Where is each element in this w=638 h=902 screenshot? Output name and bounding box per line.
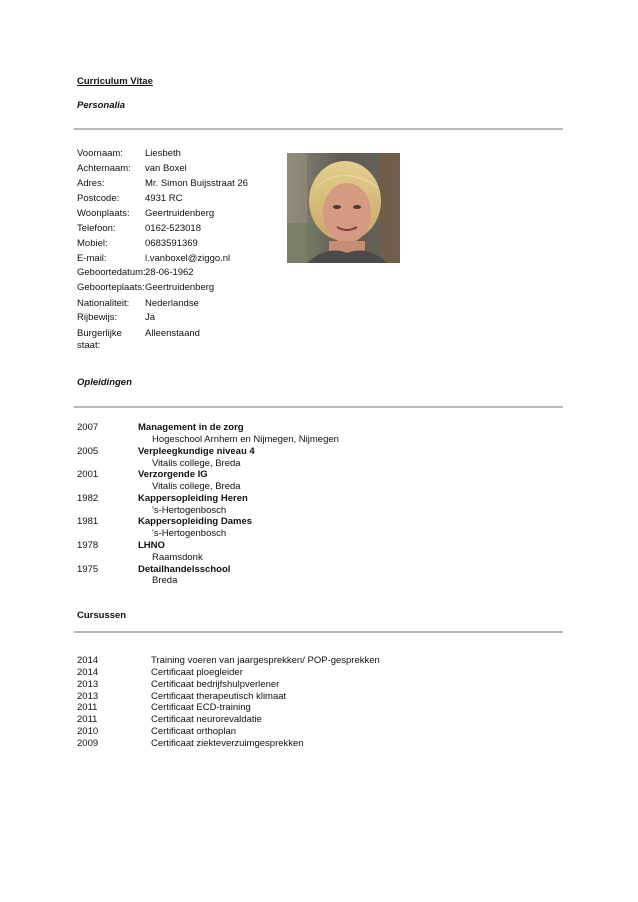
course-name: Certificaat ploegleider <box>151 667 243 678</box>
personalia-label: Mobiel: <box>77 238 108 249</box>
portrait-photo <box>287 153 400 263</box>
education-year: 2001 <box>77 469 99 480</box>
education-institution: Breda <box>152 575 178 586</box>
course-name: Certificaat neurorevaldatie <box>151 714 262 725</box>
education-degree: Detailhandelsschool <box>138 564 231 575</box>
personalia-label: Geboorteplaats: <box>77 282 145 293</box>
personalia-label: E-mail: <box>77 253 107 264</box>
document-title: Curriculum Vitae <box>77 76 153 87</box>
personalia-label: Burgerlijke <box>77 328 122 339</box>
course-name: Certificaat ziekteverzuimgesprekken <box>151 738 304 749</box>
education-institution: Vitalis college, Breda <box>152 458 241 469</box>
personalia-value: Geertruidenberg <box>145 282 215 293</box>
education-institution: Vitalis college, Breda <box>152 481 241 492</box>
education-year: 1975 <box>77 564 99 575</box>
education-institution: 's-Hertogenbosch <box>152 505 227 516</box>
personalia-value: Mr. Simon Buijsstraat 26 <box>145 178 248 189</box>
cursussen-heading: Cursussen <box>77 610 127 621</box>
personalia-value: 28-06-1962 <box>145 267 194 278</box>
education-degree: LHNO <box>138 540 165 551</box>
education-institution: Hogeschool Arnhem en Nijmegen, Nijmegen <box>152 434 339 445</box>
course-name: Training voeren van jaargesprekken/ POP-gesprekken <box>151 655 380 666</box>
section-divider <box>74 406 563 408</box>
personalia-label: Nationaliteit: <box>77 298 130 309</box>
course-name: Certificaat orthoplan <box>151 726 237 737</box>
course-name: Certificaat ECD-training <box>151 702 251 713</box>
course-year: 2010 <box>77 726 99 737</box>
personalia-label: staat: <box>77 340 101 351</box>
course-year: 2011 <box>77 702 98 713</box>
course-year: 2013 <box>77 679 99 690</box>
section-divider <box>74 631 563 633</box>
education-degree: Management in de zorg <box>138 422 244 433</box>
course-name: Certificaat therapeutisch klimaat <box>151 691 287 702</box>
email-value[interactable]: l.vanboxel@ziggo.nl <box>145 253 231 264</box>
personalia-label: Telefoon: <box>77 223 116 234</box>
personalia-value: Alleenstaand <box>145 328 200 339</box>
course-year: 2013 <box>77 691 99 702</box>
personalia-value: 4931 RC <box>145 193 183 204</box>
education-year: 2007 <box>77 422 99 433</box>
course-year: 2011 <box>77 714 98 725</box>
personalia-value: Ja <box>145 312 156 323</box>
course-year: 2014 <box>77 655 99 666</box>
education-degree: Kappersopleiding Dames <box>138 516 253 527</box>
personalia-value: van Boxel <box>145 163 187 174</box>
personalia-label: Achternaam: <box>77 163 131 174</box>
course-year: 2009 <box>77 738 99 749</box>
education-institution: 's-Hertogenbosch <box>152 528 227 539</box>
course-name: Certificaat bedrijfshulpverlener <box>151 679 280 690</box>
personalia-label: Postcode: <box>77 193 120 204</box>
opleidingen-heading: Opleidingen <box>77 377 132 388</box>
education-degree: Kappersopleiding Heren <box>138 493 248 504</box>
personalia-heading: Personalia <box>77 100 126 111</box>
personalia-label: Woonplaats: <box>77 208 130 219</box>
personalia-label: Voornaam: <box>77 148 123 159</box>
portrait-image <box>287 153 400 263</box>
personalia-value: Liesbeth <box>145 148 181 159</box>
education-year: 1981 <box>77 516 99 527</box>
education-year: 1982 <box>77 493 99 504</box>
course-year: 2014 <box>77 667 99 678</box>
personalia-label: Adres: <box>77 178 105 189</box>
personalia-value: 0162-523018 <box>145 223 201 234</box>
section-divider <box>74 128 563 130</box>
personalia-value: Geertruidenberg <box>145 208 215 219</box>
education-degree: Verzorgende IG <box>138 469 208 480</box>
education-degree: Verpleegkundige niveau 4 <box>138 446 255 457</box>
education-year: 1978 <box>77 540 99 551</box>
education-institution: Raamsdonk <box>152 552 203 563</box>
personalia-label: Rijbewijs: <box>77 312 118 323</box>
education-year: 2005 <box>77 446 99 457</box>
personalia-value: Nederlandse <box>145 298 199 309</box>
personalia-value: 0683591369 <box>145 238 198 249</box>
personalia-label: Geboortedatum: <box>77 267 146 278</box>
